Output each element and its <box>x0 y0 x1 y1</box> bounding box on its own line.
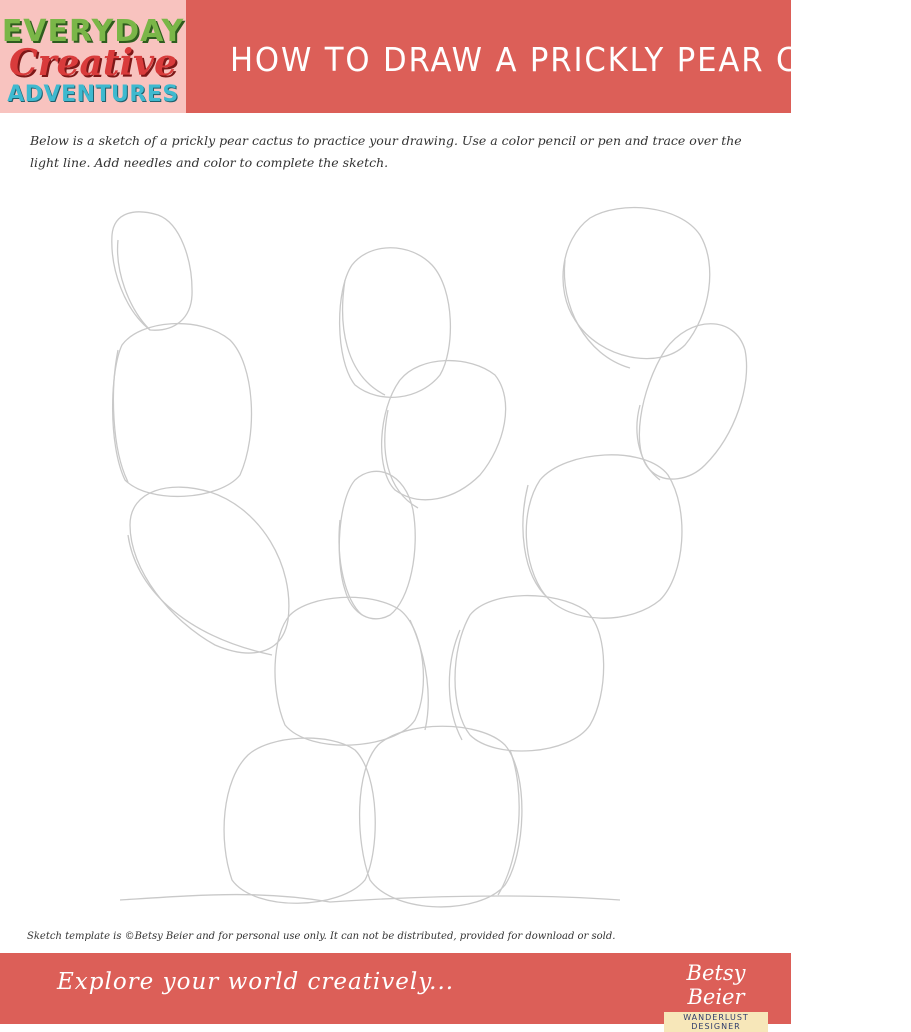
footer-tagline: Explore your world creatively... <box>57 969 455 995</box>
cactus-pad <box>340 248 451 398</box>
page-title: HOW TO DRAW A PRICKLY PEAR CACTUS <box>230 40 911 79</box>
cactus-pad <box>639 324 746 479</box>
footer-banner <box>0 953 791 1031</box>
cactus-pad <box>275 597 423 745</box>
copyright-notice: Sketch template is ©Betsy Beier and for personal use only. It can not be distributed, provided for download or sold. <box>27 931 616 942</box>
cactus-pad-edge <box>343 280 385 395</box>
cactus-pad <box>224 738 375 903</box>
cactus-pad <box>360 726 522 907</box>
cactus-pad-edge <box>564 260 630 368</box>
cactus-pad <box>382 361 506 500</box>
cactus-pad <box>455 596 604 751</box>
logo-word-creative: Creative <box>9 42 177 84</box>
cactus-pad-edge <box>339 520 362 615</box>
logo-word-adventures: ADVENTURES <box>7 82 179 107</box>
cactus-sketch <box>0 190 791 925</box>
brand-name: Betsy Beier <box>686 961 746 1009</box>
site-logo[interactable] <box>0 0 186 113</box>
instructions-text: Below is a sketch of a prickly pear cactus to practice your drawing. Use a color pencil or pen and trace over the light line. Add needles and color to complete the sketch. <box>30 133 742 170</box>
brand-logo[interactable] <box>660 959 772 1031</box>
cactus-pad-edge <box>498 750 519 895</box>
cactus-pad-edge <box>410 620 428 730</box>
cactus-pad <box>112 212 192 330</box>
brand-subtitle: WANDERLUST DESIGNER <box>664 1012 768 1032</box>
ground-line <box>120 895 620 902</box>
cactus-pad <box>113 324 252 497</box>
logo-word-everyday: EVERYDAY <box>1 14 185 49</box>
cactus-pad-edge <box>385 410 418 508</box>
cactus-pad <box>130 487 289 653</box>
cactus-pad-edge <box>118 240 150 330</box>
cactus-pad-edge <box>128 535 272 655</box>
header-banner <box>0 0 911 113</box>
